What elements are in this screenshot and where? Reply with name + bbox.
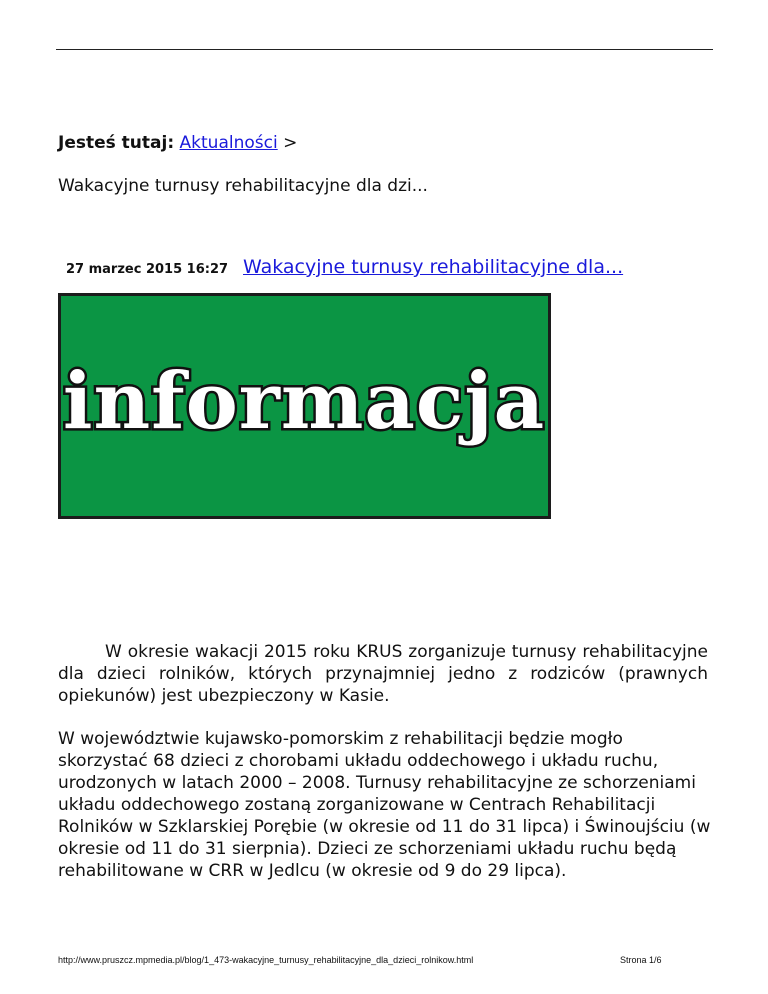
footer-url: http://www.pruszcz.mpmedia.pl/blog/1_473-wakacyjne_turnusy_rehabilitacyjne_dla_dzieci_rolnikow.html bbox=[58, 955, 474, 965]
breadcrumb-label: Jesteś tutaj: bbox=[58, 133, 175, 153]
post-date: 27 marzec 2015 16:27 bbox=[66, 262, 229, 277]
footer-page-number: Strona 1/6 bbox=[620, 955, 662, 965]
banner-text: informacja bbox=[62, 356, 546, 447]
article-paragraph-1: W okresie wakacji 2015 roku KRUS zorganizuje turnusy rehabilitacyjne dla dzieci rolników, których przynajmniej jedno z rodziców (prawnych opiekunów) jest ubezpieczony w Kasie. bbox=[58, 642, 708, 706]
banner-graphic bbox=[61, 296, 548, 516]
article-paragraph-2: W województwie kujawsko-pomorskim z rehabilitacji będzie mogło skorzystać 68 dzieci z chorobami układu oddechowego i układu ruchu, urodzonych w latach 2000 – 2008. Turnusy rehabilitacyjne ze schorzeniami układu oddechowego zostaną zorganizowane w Centrach Rehabilitacji Rolników w Szklarskiej Porębie (w okresie od 11 do 31 lipca) i Świnoujściu (w okresie od 11 do 31 sierpnia). Dzieci ze schorzeniami układu ruchu będą rehabilitowane w CRR w Jedlcu (w okresie od 9 do 29 lipca). bbox=[58, 729, 711, 881]
top-divider bbox=[56, 49, 713, 50]
breadcrumb-link-aktualnosci[interactable]: Aktualności bbox=[179, 133, 278, 153]
informacja-banner-image bbox=[58, 293, 551, 519]
breadcrumb-current-title: Wakacyjne turnusy rehabilitacyjne dla dzi... bbox=[58, 176, 428, 196]
breadcrumb bbox=[58, 133, 297, 153]
breadcrumb-separator: > bbox=[283, 133, 298, 153]
post-title-link[interactable]: Wakacyjne turnusy rehabilitacyjne dla... bbox=[243, 256, 624, 278]
